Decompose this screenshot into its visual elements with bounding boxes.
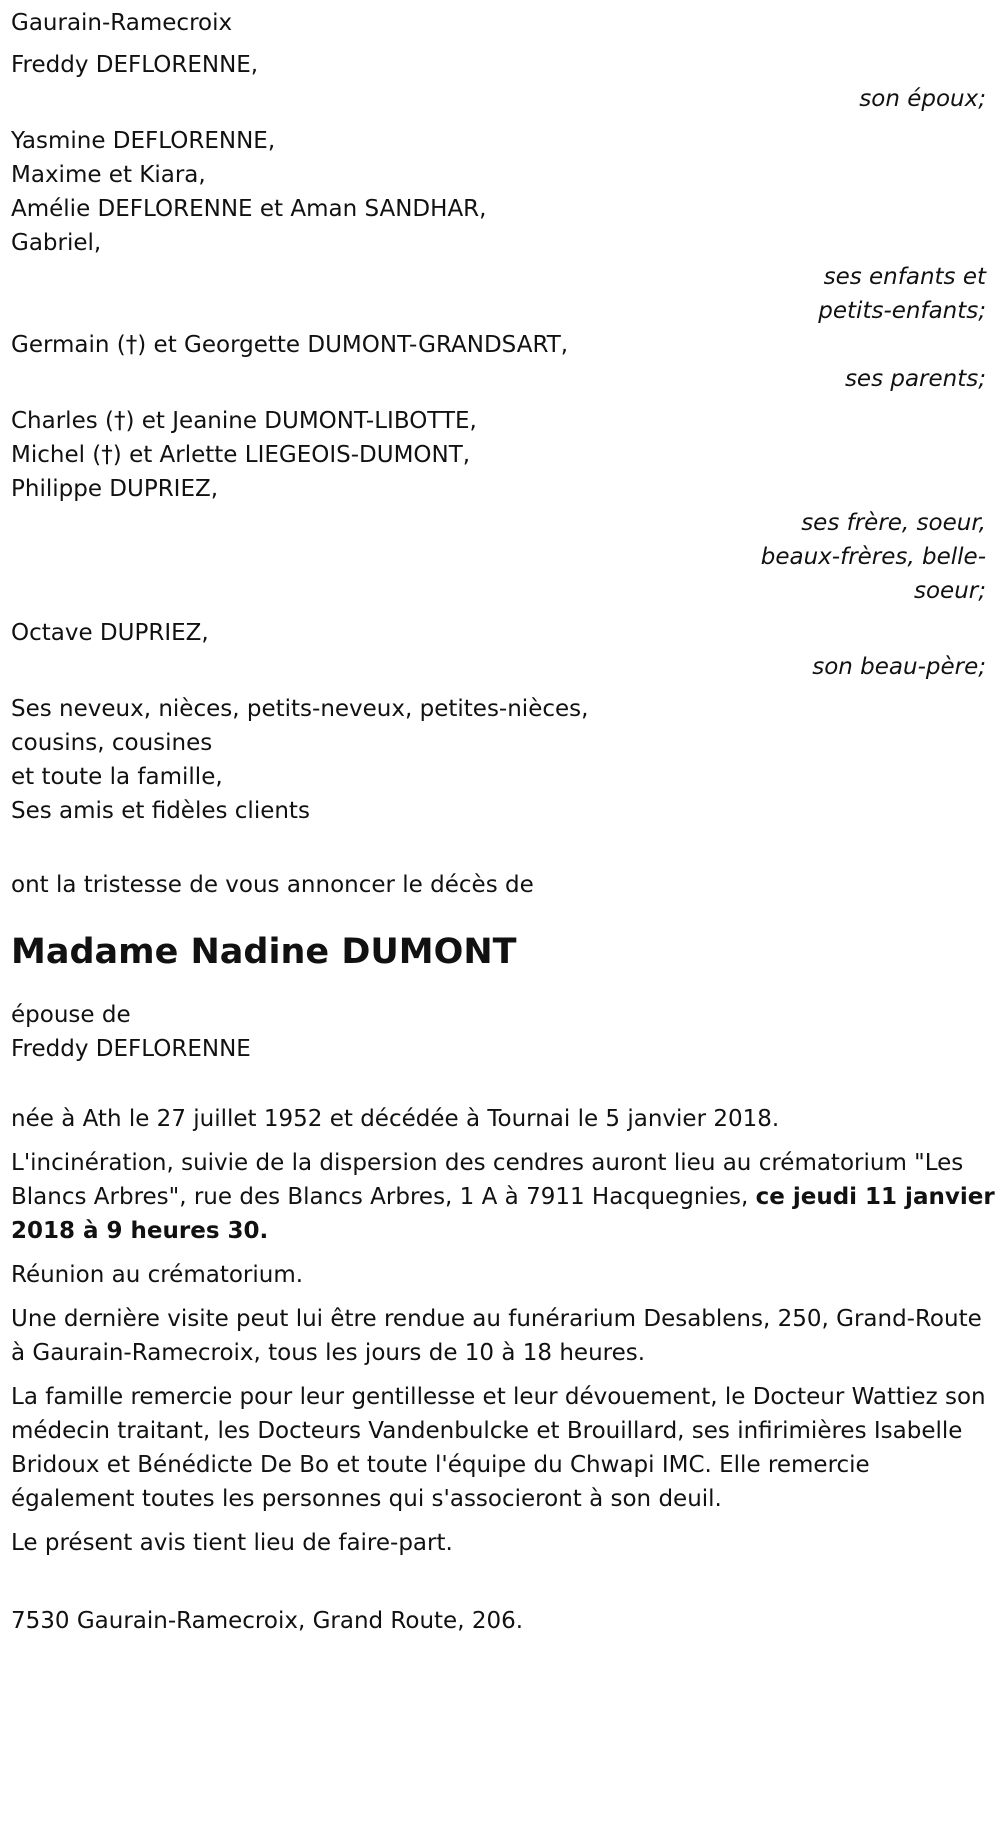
ceremony-date: ce jeudi 11 janvier 2018 à 9 heures 30. [11,1184,995,1244]
family-group-children [11,124,990,328]
family-name: Maxime et Kiara, [11,162,206,188]
family-name: Gabriel, [11,230,102,256]
spouse-name: Freddy DEFLORENNE [11,1036,251,1062]
deceased-name: Madame Nadine DUMONT [11,932,517,972]
family-name: Michel (†) et Arlette LIEGEOIS-DUMONT, [11,442,471,468]
family-name: Amélie DEFLORENNE et Aman SANDHAR, [11,196,487,222]
relation-label: ses frère, soeur, [801,510,986,536]
family-name: Yasmine DEFLORENNE, [11,128,276,154]
meeting-text: Réunion au crématorium. [11,1262,304,1288]
extended-family-line: cousins, cousines [11,730,213,756]
family-name: Germain (†) et Georgette DUMONT-GRANDSART, [11,332,569,358]
relation-label: ses enfants et [823,264,986,290]
relation-label: soeur; [914,578,986,604]
spouse-info [11,998,990,1066]
family-name: Charles (†) et Jeanine DUMONT-LIBOTTE, [11,408,477,434]
extended-family-line: Ses neveux, nièces, petits-neveux, petites-nièces, [11,696,589,722]
birth-death-text: née à Ath le 27 juillet 1952 et décédée à Tournai le 5 janvier 2018. [11,1106,780,1132]
spouse-label: épouse de [11,1002,131,1028]
header-location: Gaurain-Ramecroix [11,10,233,36]
ceremony-text: L'incinération, suivie de la dispersion des cendres auront lieu au crématorium "Les Blancs Arbres", rue des Blancs Arbres, 1 A à 7911 Hacquegnies, [11,1150,964,1210]
footer-address: 7530 Gaurain-Ramecroix, Grand Route, 206. [11,1608,524,1634]
visit-text: Une dernière visite peut lui être rendue au funérarium Desablens, 250, Grand-Route à Gaurain-Ramecroix, tous les jours de 10 à 18 heures. [11,1306,982,1366]
family-name: Philippe DUPRIEZ, [11,476,219,502]
details [11,1102,996,1560]
family-group-siblings [11,404,990,608]
family-name: Octave DUPRIEZ, [11,620,209,646]
thanks-text: La famille remercie pour leur gentillesse et leur dévouement, le Docteur Wattiez son médecin traitant, les Docteurs Vandenbulcke et Brouillard, ses infirimières Isabelle Bridoux et Bénédicte De Bo et toute l'équipe du Chwapi IMC. Elle remercie également toutes les personnes qui s'associeront à son deuil. [11,1384,986,1512]
announcement-text: ont la tristesse de vous annoncer le décès de [11,872,534,898]
relation-label: son époux; [859,86,986,112]
extended-family-line: Ses amis et fidèles clients [11,798,310,824]
notice-text: Le présent avis tient lieu de faire-part. [11,1530,453,1556]
family-group-father-in-law [11,616,990,684]
relation-label: son beau-père; [812,654,986,680]
relation-label: beaux-frères, belle- [760,544,986,570]
family-group-parents [11,328,990,396]
relation-label: ses parents; [844,366,986,392]
ceremony-paragraph [11,1146,996,1248]
extended-family-line: et toute la famille, [11,764,223,790]
family-group-spouse [11,48,990,116]
relation-label: petits-enfants; [818,298,986,324]
family-name: Freddy DEFLORENNE, [11,52,259,78]
extended-family [11,692,990,828]
